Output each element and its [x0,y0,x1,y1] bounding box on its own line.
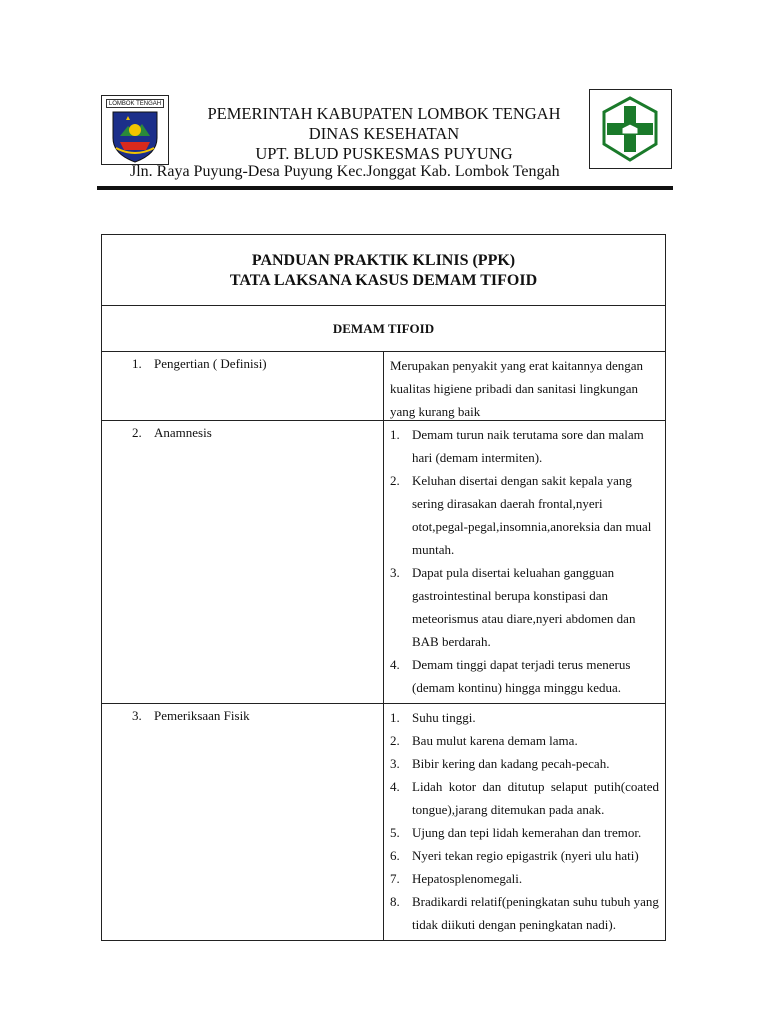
puskesmas-logo [589,89,672,169]
anamnesis-list [384,421,665,703]
document-title: PANDUAN PRAKTIK KLINIS (PPK) [251,252,516,269]
list-item: 8. Bradikardi relatif(peningkatan suhu tubuh yang tidak diikuti dengan peningkatan nadi). [390,894,659,932]
header-health-center: UPT. BLUD PUSKESMAS PUYUNG [255,144,513,163]
list-item: 4. Demam tinggi dapat terjadi terus menerus (demam kontinu) hingga minggu kedua. [390,657,631,695]
header-address: Jln. Raya Puyung-Desa Puyung Kec.Jonggat Kab. Lombok Tengah [130,163,560,180]
section-content-cell [384,352,666,421]
section-label-cell [102,421,384,704]
section-number: 1. [132,356,142,371]
list-item: 4. Lidah kotor dan ditutup selaput putih(coated tongue),jarang ditemukan pada anak. [390,779,659,817]
header-government: PEMERINTAH KABUPATEN LOMBOK TENGAH [207,104,561,123]
table-row [102,352,666,421]
table-row [102,421,666,704]
document-title-cell [102,235,666,306]
list-item: 2. Bau mulut karena demam lama. [390,733,578,748]
disease-heading: DEMAM TIFOID [102,306,666,352]
ppk-table [101,234,666,941]
list-item: 7. Hepatosplenomegali. [390,871,523,886]
list-item: 3. Dapat pula disertai keluahan gangguan gastrointestinal berupa konstipasi dan meteorismus atau diare,nyeri abdomen dan BAB berdarah. [390,565,636,649]
list-item: 1. Demam turun naik terutama sore dan malam hari (demam intermiten). [390,427,644,465]
definition-text: Merupakan penyakit yang erat kaitannya dengan kualitas higiene pribadi dan sanitasi lingkungan yang kurang baik [390,358,644,419]
logo-caption: LOMBOK TENGAH [106,99,164,108]
document-title-sub: TATA LAKSANA KASUS DEMAM TIFOID [229,272,538,289]
section-label: Pemeriksaan Fisik [154,708,250,723]
list-item: 6. Nyeri tekan regio epigastrik (nyeri ulu hati) [390,848,639,863]
list-item: 3. Bibir kering dan kadang pecah-pecah. [390,756,610,771]
list-item: 5. Ujung dan tepi lidah kemerahan dan tremor. [390,825,642,840]
header-divider [97,186,673,190]
section-number: 2. [132,425,142,440]
section-label-cell [102,352,384,421]
list-item: 1. Suhu tinggi. [390,710,476,725]
section-number: 3. [132,708,142,723]
section-content-cell [384,421,666,704]
section-label: Pengertian ( Definisi) [154,356,267,371]
physical-exam-list [384,704,665,940]
section-label: Anamnesis [154,425,212,440]
section-label-cell [102,704,384,941]
table-row [102,704,666,941]
list-item: 2. Keluhan disertai dengan sakit kepala yang sering dirasakan daerah frontal,nyeri otot,pegal-pegal,insomnia,anoreksia dan mual muntah. [390,473,652,557]
header-department: DINAS KESEHATAN [308,124,460,143]
section-content-cell [384,704,666,941]
puskesmas-cross-icon [590,90,671,168]
